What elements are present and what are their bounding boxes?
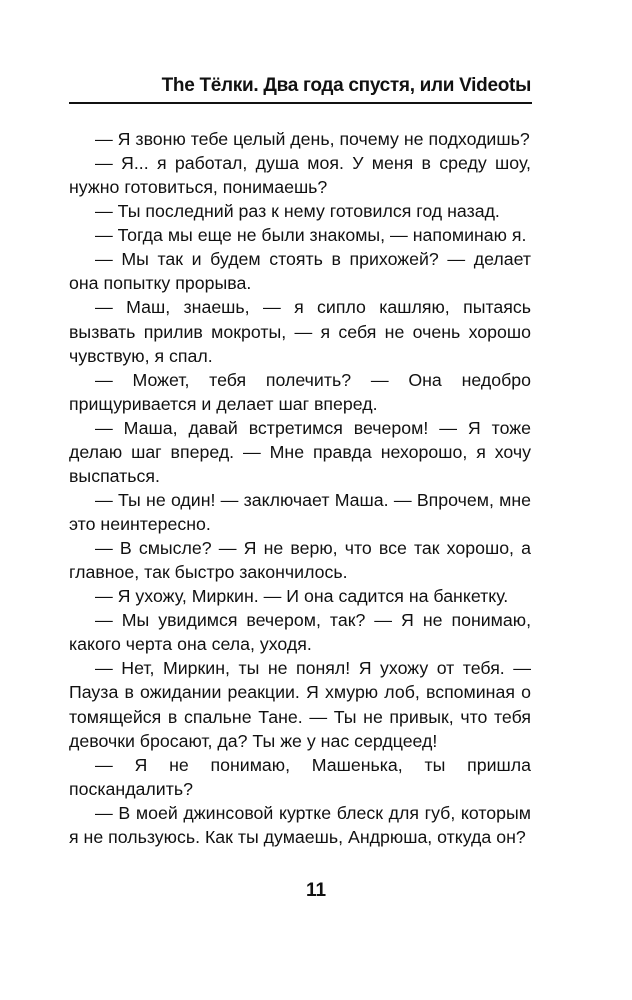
header-rule: [69, 102, 532, 104]
paragraph: — Может, тебя полечить? — Она недобро прищуривается и делает шаг вперед.: [69, 369, 531, 414]
paragraph: — Я ухожу, Миркин. — И она садится на банкетку.: [95, 586, 509, 607]
paragraph: — Мы так и будем стоять в прихожей? — делает она попытку прорыва.: [69, 249, 531, 294]
paragraph: — Ты последний раз к нему готовился год назад.: [95, 201, 500, 222]
page-number: 11: [305, 880, 327, 901]
running-title: The Тёлки. Два года спустя, или Videotы: [161, 75, 531, 96]
paragraph: — Я звоню тебе целый день, почему не подходишь?: [95, 129, 530, 149]
paragraph: — В моей джинсовой куртке блеск для губ, которым я не пользуюсь. Как ты думаешь, Андрюша, откуда он?: [69, 802, 531, 847]
paragraph: — Нет, Миркин, ты не понял! Я ухожу от тебя. — Пауза в ожидании реакции. Я хмурю лоб, вспоминая о томящейся в спальне Тане. — Ты не привык, что тебя девочки бросают, да? Ты же у нас сердцеед!: [69, 658, 531, 751]
paragraph: — Тогда мы еще не были знакомы, — напоминаю я.: [95, 225, 527, 246]
paragraph: — Я не понимаю, Машенька, ты пришла поскандалить?: [69, 754, 531, 799]
paragraph: — В смысле? — Я не верю, что все так хорошо, а главное, так быстро закончилось.: [69, 538, 531, 583]
body-text: [69, 127, 531, 849]
paragraph: — Маша, давай встретимся вечером! — Я тоже делаю шаг вперед. — Мне правда нехорошо, я хочу выспаться.: [69, 417, 531, 486]
paragraph: — Мы увидимся вечером, так? — Я не понимаю, какого черта она села, уходя.: [69, 610, 531, 655]
paragraph: — Я... я работал, душа моя. У меня в среду шоу, нужно готовиться, понимаешь?: [69, 153, 531, 198]
paragraph: — Ты не один! — заключает Маша. — Впрочем, мне это неинтересно.: [69, 489, 531, 534]
paragraph: — Маш, знаешь, — я сипло кашляю, пытаясь вызвать прилив мокроты, — я себя не очень хорошо чувствую, я спал.: [69, 297, 531, 366]
